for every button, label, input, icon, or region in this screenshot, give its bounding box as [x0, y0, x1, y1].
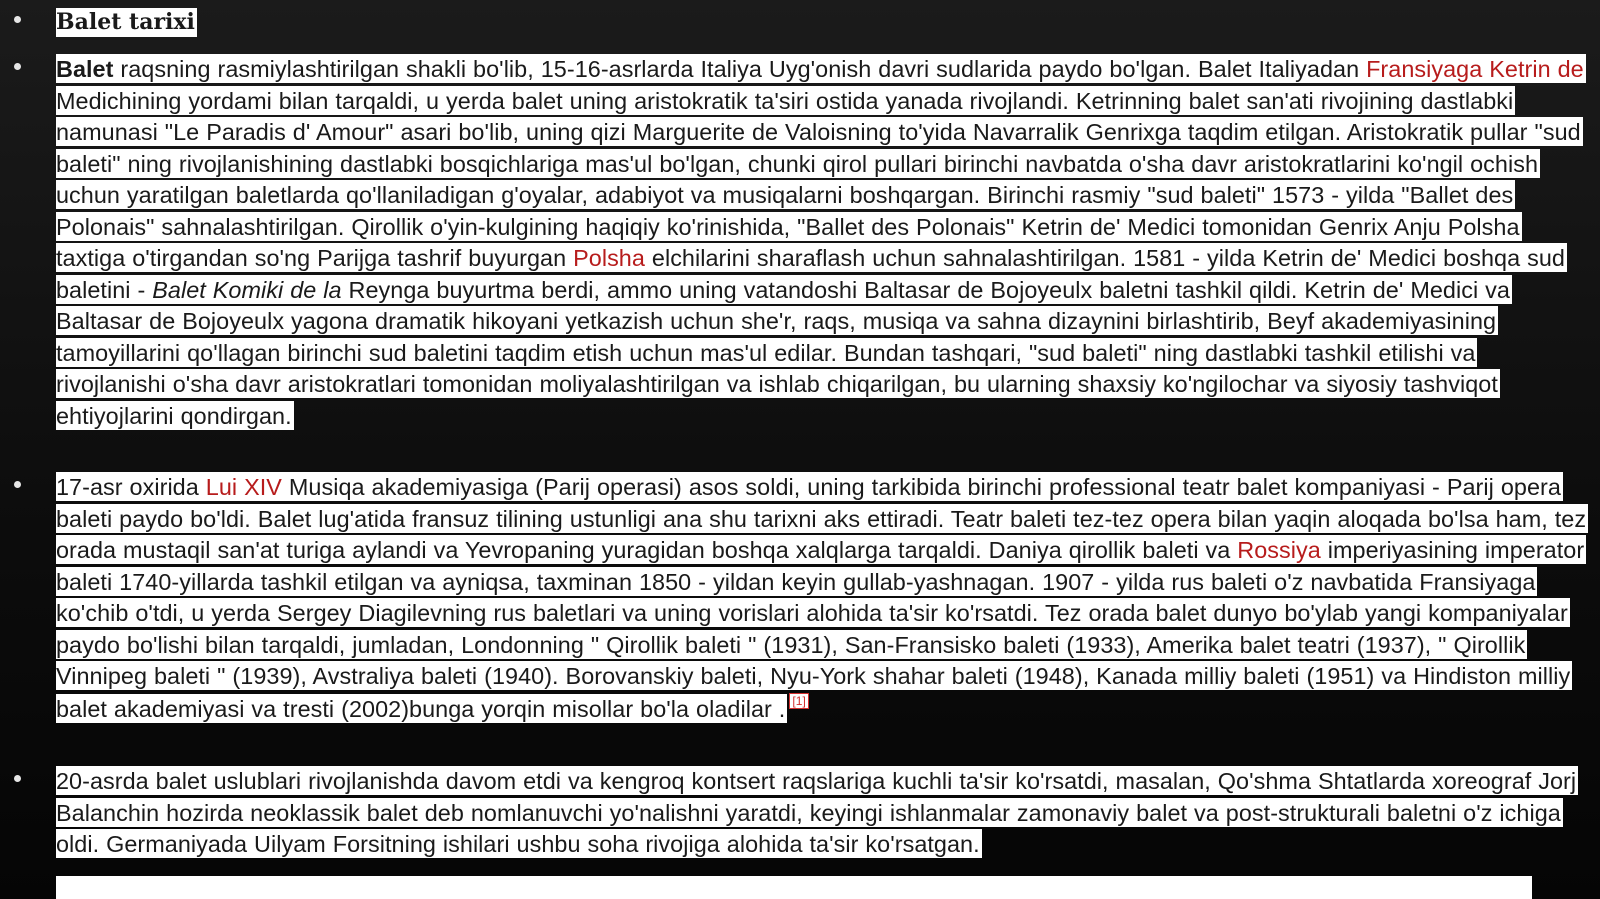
paragraph-2-text [56, 472, 1588, 723]
bullet-4 [14, 775, 21, 782]
p1-text-1: raqsning rasmiylashtirilgan shakli bo'lib, 15-16-asrlarda Italiya Uyg'onish davri sudlarida paydo bo'lgan. Balet Italiyadan [113, 56, 1367, 82]
bullet-3 [14, 481, 21, 488]
paragraph-court-ballet [56, 54, 1588, 432]
link-fransiyaga-ketrin-de[interactable]: Fransiyaga Ketrin de [1366, 56, 1584, 82]
link-lui-xiv[interactable]: Lui XIV [205, 474, 282, 500]
paragraph-cut-off [56, 876, 1532, 899]
paragraph-professional-ballet [56, 472, 1588, 725]
work-title-balet-komiki: Balet Komiki de la [152, 276, 342, 303]
p2-text-3: imperiyasining imperator baleti 1740-yillarda tashkil etilgan va ayniqsa, taxminan 1850 - yildan keyin gullab-yashnagan. 1907 - yilda rus baleti o'z navbatida Fransiyaga ko'chib o'tdi, u yerda Sergey Diagilevning rus baletlari va uning vorislari alohida ta'sir ko'rsatdi. Tez orada balet dunyo bo'ylab yangi kompaniyalar paydo bo'lishi bilan tarqaldi, jumladan, Londonning " Qirollik baleti " (1931), San-Fransisko baleti (1933), Amerika balet teatri (1937), " Qirollik Vinnipeg baleti " (1939), Avstraliya baleti (1940). Borovanskiy baleti, Nyu-York shahar baleti (1948), Kanada milliy baleti (1951) va Hindiston milliy balet akademiyasi va tresti (2002)bunga yorqin misollar bo'la oladilar . [56, 537, 1585, 722]
term-balet: Balet [56, 56, 114, 82]
p2-text-2: Musiqa akademiyasiga (Parij operasi) asos soldi, uning tarkibida birinchi professional teatr balet kompaniyasi - Parij opera baleti paydo bo'ldi. Balet lug'atida fransuz tilining ustunligi ana shu tarixni aks ettiradi. Teatr baleti tez-tez opera bilan yaqin aloqada bo'lsa ham, tez orada mustaqil san'at turiga aylandi va Yevropaning yuragidan boshqa xalqlarga tarqaldi. Daniya qirollik baleti va [56, 474, 1587, 563]
page-title: Balet tarixi [56, 9, 195, 35]
p2-text-1: 17-asr oxirida [56, 474, 206, 500]
p1-text-2: Medichining yordami bilan tarqaldi, u yerda balet uning aristokratik ta'siri ostida yanada rivojlandi. Ketrinning balet san'ati rivojining dastlabki namunasi "Le Paradis d' Amour" asari bo'lib, uning qizi Marguerite de Valoisning to'yida Navarralik Genrixga taqdim etilgan. Aristokratik pullar "sud baleti" ning rivojlanishining dastlabki bosqichlariga mas'ul bo'lgan, chunki qirol pullari birinchi navbatda o'sha davr aristokratlarini ko'ngil ochish uchun yaratilgan baletlarda qo'llaniladigan g'oyalar, adabiyot va musiqalarni boshqargan. Birinchi rasmiy "sud baleti" 1573 - yilda "Ballet des Polonais" sahnalashtirilgan. Qirollik o'yin-kulgining haqiqiy ko'rinishida, "Ballet des Polonais" Ketrin de' Medici tomonidan Genrix Anju Polsha taxtiga o'tirgandan so'ng Parijga tashrif buyurgan [56, 87, 1581, 271]
bullet-1 [14, 16, 21, 23]
paragraph-20th-century [56, 766, 1588, 861]
citation-1[interactable]: [1] [789, 693, 809, 709]
bullet-2 [14, 63, 21, 70]
link-polsha[interactable]: Polsha [573, 245, 645, 271]
link-rossiya[interactable]: Rossiya [1237, 537, 1321, 563]
paragraph-3-text: 20-asrda balet uslublari rivojlanishda davom etdi va kengroq kontsert raqslariga kuchli ta'sir ko'rsatdi, masalan, Qo'shma Shtatlarda xoreograf Jorj Balanchin hozirda neoklassik balet deb nomlanuvchi yo'nalishni yaratdi, keyingi ishlanmalar zamonaviy balet va post-strukturali baletni o'z ichiga oldi. Germaniyada Uilyam Forsitning ishilari ushbu soha rivojiga alohida ta'sir ko'rsatgan. [56, 768, 1577, 857]
paragraph-1-text [56, 54, 1586, 430]
p1-text-4: Reynga buyurtma berdi, ammo uning vatandoshi Baltasar de Bojoyeulx baletni tashkil qildi. Ketrin de' Medici va Baltasar de Bojoyeulx yagona dramatik hikoyani yetkazish uchun she'r, raqs, musiqa va sahna dizaynini birlashtirib, Beyf akademiyasining tamoyillarini qo'llagan birinchi sud baletini taqdim etish uchun mas'ul edilar. Bundan tashqari, "sud baleti" ning dastlabki tashkil etilishi va rivojlanishi o'sha davr aristokratlari tomonidan moliyalashtirilgan va ishlab chiqarilgan, bu ularning shaxsiy ko'ngilochar va siyosiy tashviqot ehtiyojlarini qondirgan. [56, 276, 1510, 429]
p1-text-3: elchilarini sharaflash uchun sahnalashtirilgan. 1581 - yilda Ketrin de' Medici boshqa sud baletini - [56, 245, 1565, 303]
